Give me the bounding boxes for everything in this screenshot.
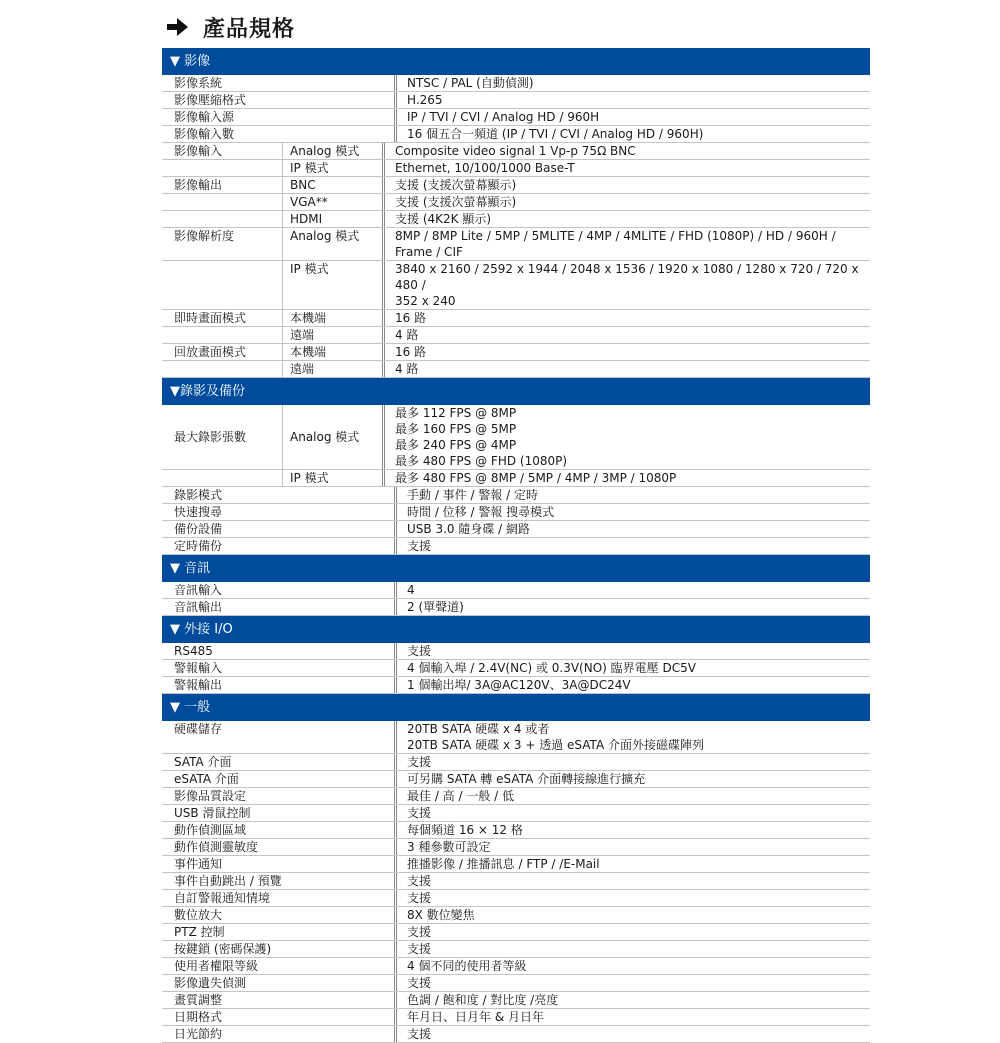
spec-value: 20TB SATA 硬碟 x 4 或者 20TB SATA 硬碟 x 3 + 透過 eSATA 介面外接磁碟陣列 (407, 722, 704, 752)
spec-sublabel: Analog 模式 (282, 228, 370, 260)
spec-row (162, 143, 870, 160)
spec-section (162, 555, 870, 616)
spec-value: Ethernet, 10/100/1000 Base-T (395, 161, 575, 175)
column-gap (382, 75, 394, 91)
spec-row (162, 521, 870, 538)
spec-label: 警報輸入 (174, 661, 223, 675)
column-gap (382, 754, 394, 770)
column-gap (370, 361, 382, 377)
spec-value: 年月日、日月年 & 月日年 (407, 1010, 544, 1024)
spec-value: 最佳 / 高 / 一般 / 低 (407, 789, 515, 803)
arrow-right-icon (165, 16, 189, 38)
spec-row (162, 839, 870, 856)
column-gap (382, 924, 394, 940)
spec-row (162, 660, 870, 677)
column-gap (382, 599, 394, 615)
column-gap (370, 160, 382, 176)
spec-sublabel: VGA** (282, 194, 370, 210)
spec-value: 支援 (支援次螢幕顯示) (395, 195, 517, 209)
spec-row (162, 1009, 870, 1026)
spec-row (162, 721, 870, 754)
column-gap (370, 177, 382, 193)
spec-label: 影像品質設定 (174, 789, 247, 803)
spec-label: 音訊輸入 (174, 583, 223, 597)
spec-row (162, 177, 870, 194)
spec-value: 2 (單聲道) (407, 600, 464, 614)
spec-sublabel: Analog 模式 (282, 405, 370, 469)
spec-row (162, 92, 870, 109)
spec-row (162, 109, 870, 126)
spec-value: 推播影像 / 推播訊息 / FTP / /E-Mail (407, 857, 600, 871)
spec-label: 備份設備 (174, 522, 223, 536)
spec-label: 影像輸入源 (174, 110, 235, 124)
spec-row (162, 958, 870, 975)
column-gap (382, 721, 394, 753)
spec-value: 16 個五合一頻道 (IP / TVI / CVI / Analog HD / 960H) (407, 127, 704, 141)
spec-sublabel: IP 模式 (282, 261, 370, 309)
spec-row (162, 361, 870, 378)
spec-section (162, 616, 870, 694)
spec-row (162, 677, 870, 694)
spec-row (162, 405, 870, 470)
section-header: ▼ 外接 I/O (162, 616, 870, 643)
spec-value: USB 3.0 隨身碟 / 網路 (407, 522, 531, 536)
column-gap (370, 194, 382, 210)
column-gap (382, 1026, 394, 1042)
spec-label (162, 470, 282, 486)
column-gap (382, 92, 394, 108)
spec-label: 警報輸出 (174, 678, 223, 692)
column-gap (382, 643, 394, 659)
section-header: ▼ 一般 (162, 694, 870, 721)
spec-sublabel: Analog 模式 (282, 143, 370, 159)
spec-row (162, 924, 870, 941)
spec-label: 影像輸入數 (174, 127, 235, 141)
spec-row (162, 75, 870, 92)
spec-label: 硬碟儲存 (174, 722, 223, 736)
spec-row (162, 992, 870, 1009)
spec-label: 影像壓縮格式 (174, 93, 247, 107)
spec-label (162, 211, 282, 227)
column-gap (382, 975, 394, 991)
spec-label (162, 361, 282, 377)
column-gap (370, 310, 382, 326)
spec-sublabel: HDMI (282, 211, 370, 227)
spec-row (162, 599, 870, 616)
spec-row (162, 788, 870, 805)
spec-value: 16 路 (395, 311, 427, 325)
spec-label: 最大錄影張數 (174, 430, 247, 444)
spec-section (162, 378, 870, 555)
spec-value: 最多 480 FPS @ 8MP / 5MP / 4MP / 3MP / 1080P (395, 471, 677, 485)
column-gap (382, 538, 394, 554)
column-gap (370, 327, 382, 343)
column-gap (382, 890, 394, 906)
spec-value: 4 個不同的使用者等級 (407, 959, 527, 973)
spec-sublabel: BNC (282, 177, 370, 193)
spec-label: 影像解析度 (174, 229, 235, 243)
spec-label: 日光節約 (174, 1027, 223, 1041)
spec-value: 支援 (407, 755, 432, 769)
spec-row (162, 211, 870, 228)
spec-value: 支援 (407, 942, 432, 956)
spec-row (162, 822, 870, 839)
spec-row (162, 310, 870, 327)
spec-label (162, 194, 282, 210)
column-gap (382, 677, 394, 693)
spec-value: 3840 x 2160 / 2592 x 1944 / 2048 x 1536 / 1920 x 1080 / 1280 x 720 / 720 x 480 / 352 x 240 (395, 262, 859, 308)
spec-label: 影像系統 (174, 76, 223, 90)
spec-row (162, 805, 870, 822)
spec-value: 可另購 SATA 轉 eSATA 介面轉接線進行擴充 (407, 772, 646, 786)
spec-row (162, 643, 870, 660)
column-gap (382, 958, 394, 974)
column-gap (382, 805, 394, 821)
title-text: 產品規格 (203, 16, 296, 42)
spec-value: 支援 (4K2K 顯示) (395, 212, 492, 226)
spec-section (162, 694, 870, 1043)
spec-row (162, 907, 870, 924)
column-gap (382, 487, 394, 503)
column-gap (370, 228, 382, 260)
spec-row (162, 487, 870, 504)
spec-value: 支援 (407, 976, 432, 990)
spec-value: 支援 (407, 806, 432, 820)
spec-row (162, 126, 870, 143)
spec-label: 影像輸出 (174, 178, 223, 192)
spec-row (162, 344, 870, 361)
spec-label: 日期格式 (174, 1010, 223, 1024)
spec-label (162, 261, 282, 309)
column-gap (382, 822, 394, 838)
column-gap (382, 504, 394, 520)
spec-row (162, 890, 870, 907)
spec-sublabel: 本機端 (282, 344, 370, 360)
spec-row (162, 1026, 870, 1043)
spec-sublabel: 遠端 (282, 327, 370, 343)
spec-label: 回放畫面模式 (174, 345, 247, 359)
spec-label (162, 160, 282, 176)
spec-value: 1 個輸出埠/ 3A@AC120V、3A@DC24V (407, 678, 631, 692)
column-gap (382, 907, 394, 923)
spec-label: 定時備份 (174, 539, 223, 553)
spec-row (162, 975, 870, 992)
spec-label: eSATA 介面 (174, 772, 239, 786)
spec-row (162, 941, 870, 958)
column-gap (382, 873, 394, 889)
spec-row (162, 504, 870, 521)
spec-label: RS485 (174, 644, 213, 658)
spec-label: 錄影模式 (174, 488, 223, 502)
spec-label: 音訊輸出 (174, 600, 223, 614)
spec-row (162, 856, 870, 873)
column-gap (382, 771, 394, 787)
spec-row (162, 327, 870, 344)
spec-label: 動作偵測靈敏度 (174, 840, 259, 854)
spec-value: 支援 (407, 1027, 432, 1041)
spec-sublabel: IP 模式 (282, 470, 370, 486)
spec-row (162, 228, 870, 261)
spec-label: 快速搜尋 (174, 505, 223, 519)
column-gap (370, 344, 382, 360)
spec-value: 4 路 (395, 328, 419, 342)
column-gap (382, 521, 394, 537)
spec-label: 數位放大 (174, 908, 223, 922)
spec-value: 每個頻道 16 × 12 格 (407, 823, 523, 837)
spec-value: 4 個輸入埠 / 2.4V(NC) 或 0.3V(NO) 臨界電壓 DC5V (407, 661, 696, 675)
column-gap (382, 941, 394, 957)
spec-label: 事件通知 (174, 857, 223, 871)
spec-label: 影像輸入 (174, 144, 223, 158)
spec-label: 自訂警報通知情境 (174, 891, 271, 905)
spec-table (162, 48, 870, 1043)
spec-sublabel: 本機端 (282, 310, 370, 326)
column-gap (382, 660, 394, 676)
spec-value: 8MP / 8MP Lite / 5MP / 5MLITE / 4MP / 4MLITE / FHD (1080P) / HD / 960H / Frame / CIF (395, 229, 836, 259)
spec-label (162, 327, 282, 343)
spec-sublabel: IP 模式 (282, 160, 370, 176)
spec-value: 時間 / 位移 / 警報 搜尋模式 (407, 505, 555, 519)
spec-value: 支援 (407, 539, 432, 553)
spec-value: H.265 (407, 93, 443, 107)
spec-value: IP / TVI / CVI / Analog HD / 960H (407, 110, 600, 124)
spec-row (162, 754, 870, 771)
column-gap (382, 788, 394, 804)
section-header: ▼錄影及備份 (162, 378, 870, 405)
spec-value: 支援 (407, 874, 432, 888)
column-gap (370, 211, 382, 227)
page-title (165, 10, 295, 44)
column-gap (382, 109, 394, 125)
spec-sublabel: 遠端 (282, 361, 370, 377)
column-gap (382, 582, 394, 598)
spec-label: 事件自動跳出 / 預覽 (174, 874, 282, 888)
spec-row (162, 538, 870, 555)
column-gap (370, 405, 382, 469)
spec-row (162, 160, 870, 177)
spec-value: 手動 / 事件 / 警報 / 定時 (407, 488, 539, 502)
spec-value: 支援 (407, 644, 432, 658)
spec-label: PTZ 控制 (174, 925, 225, 939)
spec-row (162, 261, 870, 310)
spec-label: 影像遺失偵測 (174, 976, 247, 990)
spec-value: 支援 (407, 891, 432, 905)
spec-value: Composite video signal 1 Vp-p 75Ω BNC (395, 144, 636, 158)
spec-value: 支援 (407, 925, 432, 939)
column-gap (370, 143, 382, 159)
spec-row (162, 582, 870, 599)
spec-row (162, 194, 870, 211)
spec-row (162, 470, 870, 487)
spec-value: NTSC / PAL (自動偵測) (407, 76, 534, 90)
section-header: ▼ 影像 (162, 48, 870, 75)
column-gap (382, 839, 394, 855)
spec-row (162, 873, 870, 890)
column-gap (382, 126, 394, 142)
spec-value: 4 (407, 583, 415, 597)
spec-value: 8X 數位變焦 (407, 908, 475, 922)
spec-value: 最多 112 FPS @ 8MP 最多 160 FPS @ 5MP 最多 240 FPS @ 4MP 最多 480 FPS @ FHD (1080P) (395, 406, 568, 468)
spec-label: 動作偵測區域 (174, 823, 247, 837)
spec-label: 畫質調整 (174, 993, 223, 1007)
spec-value: 4 路 (395, 362, 419, 376)
spec-row (162, 771, 870, 788)
column-gap (382, 856, 394, 872)
column-gap (382, 992, 394, 1008)
column-gap (370, 261, 382, 309)
spec-section (162, 48, 870, 378)
spec-value: 16 路 (395, 345, 427, 359)
spec-value: 色調 / 飽和度 / 對比度 /亮度 (407, 993, 559, 1007)
spec-label: SATA 介面 (174, 755, 232, 769)
spec-label: 按鍵鎖 (密碼保護) (174, 942, 272, 956)
spec-value: 3 種參數可設定 (407, 840, 491, 854)
column-gap (370, 470, 382, 486)
section-header: ▼ 音訊 (162, 555, 870, 582)
spec-label: 即時畫面模式 (174, 311, 247, 325)
spec-value: 支援 (支援次螢幕顯示) (395, 178, 517, 192)
column-gap (382, 1009, 394, 1025)
spec-label: USB 滑鼠控制 (174, 806, 251, 820)
spec-label: 使用者權限等級 (174, 959, 259, 973)
